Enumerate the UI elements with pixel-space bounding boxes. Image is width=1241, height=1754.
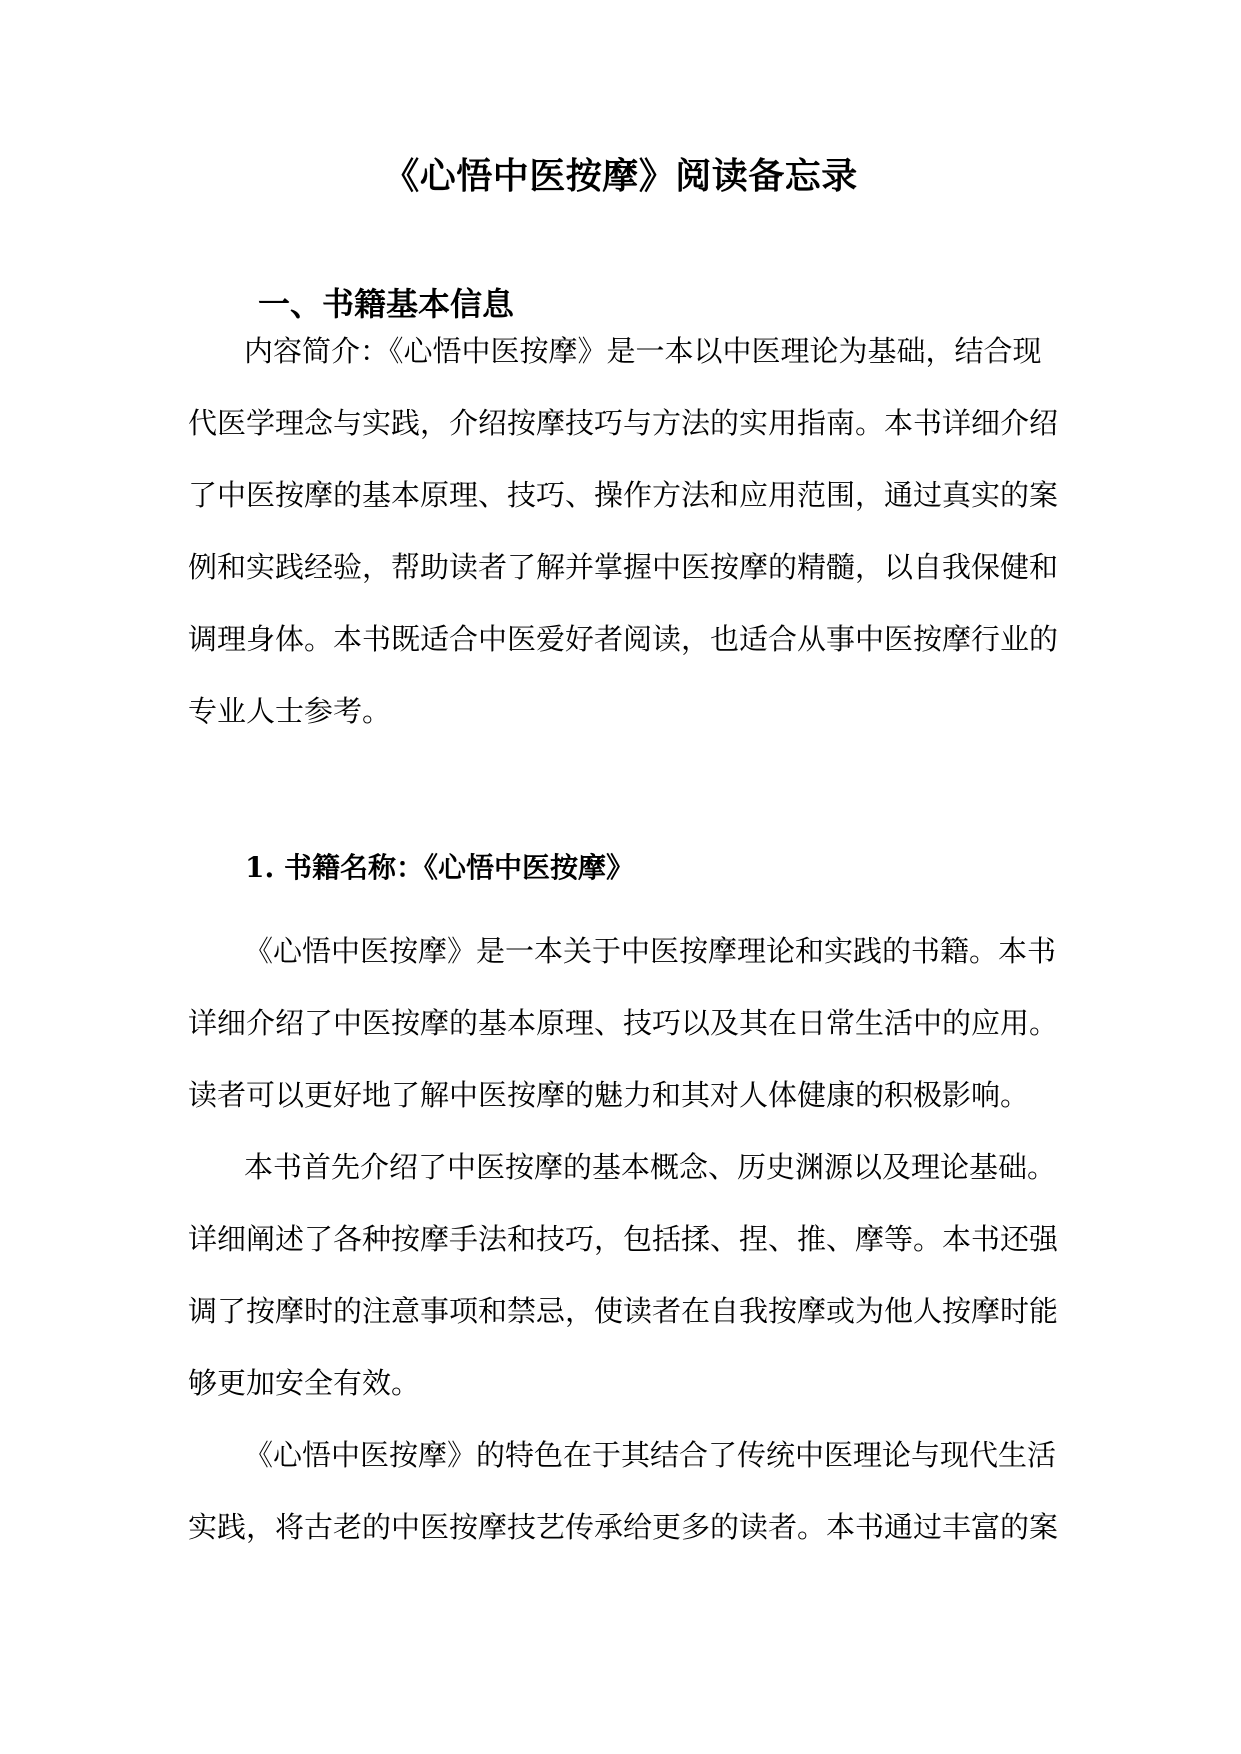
paragraph-line: 实践，将古老的中医按摩技艺传承给更多的读者。本书通过丰富的案	[188, 1510, 1059, 1544]
intro-paragraph	[188, 315, 1068, 747]
paragraph-line: 了中医按摩的基本原理、技巧、操作方法和应用范围，通过真实的案	[188, 478, 1059, 512]
paragraph-line: 够更加安全有效。	[188, 1366, 421, 1400]
subsection-heading-book-name: 1. 书籍名称：《心悟中医按摩》	[245, 851, 634, 884]
paragraph-line: 详细介绍了中医按摩的基本原理、技巧以及其在日常生活中的应用。	[188, 1006, 1059, 1040]
document-title: 《心悟中医按摩》阅读备忘录	[383, 155, 858, 197]
paragraph-line: 《心悟中医按摩》的特色在于其结合了传统中医理论与现代生活	[244, 1438, 1057, 1472]
paragraph-line: 调了按摩时的注意事项和禁忌，使读者在自我按摩或为他人按摩时能	[188, 1294, 1059, 1328]
section-heading-basic-info: 一、书籍基本信息	[258, 285, 515, 323]
paragraph-line: 详细阐述了各种按摩手法和技巧，包括揉、捏、推、摩等。本书还强	[188, 1222, 1059, 1256]
paragraph-line: 本书首先介绍了中医按摩的基本概念、历史渊源以及理论基础。	[244, 1150, 1057, 1184]
book-description-paragraph-1	[188, 915, 1068, 1131]
book-description-paragraph-2	[188, 1131, 1068, 1419]
paragraph-line: 内容简介：《心悟中医按摩》是一本以中医理论为基础，结合现	[244, 334, 1042, 368]
paragraph-line: 读者可以更好地了解中医按摩的魅力和其对人体健康的积极影响。	[188, 1078, 1030, 1112]
paragraph-line: 专业人士参考。	[188, 694, 392, 728]
paragraph-line: 调理身体。本书既适合中医爱好者阅读，也适合从事中医按摩行业的	[188, 622, 1059, 656]
paragraph-line: 《心悟中医按摩》是一本关于中医按摩理论和实践的书籍。本书	[244, 934, 1057, 968]
book-description-paragraph-3	[188, 1419, 1068, 1563]
paragraph-line: 例和实践经验，帮助读者了解并掌握中医按摩的精髓，以自我保健和	[188, 550, 1059, 584]
paragraph-line: 代医学理念与实践，介绍按摩技巧与方法的实用指南。本书详细介绍	[188, 406, 1059, 440]
